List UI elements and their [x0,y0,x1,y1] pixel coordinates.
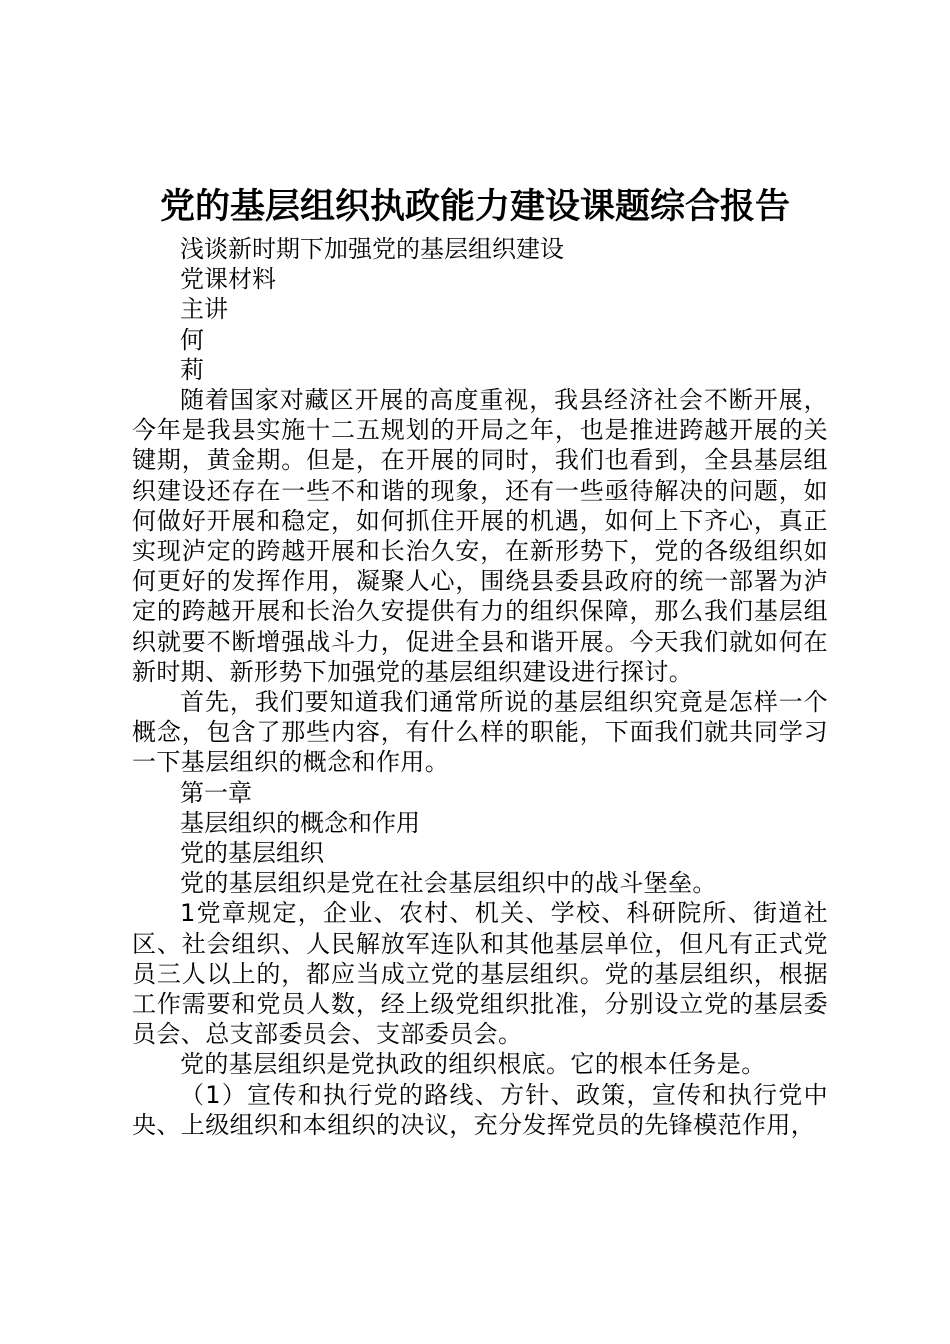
document-body [132,234,828,1140]
paragraph-foundation: 党的基层组织是党执政的组织根底。它的根本任务是。 [180,1050,766,1079]
chapter-heading: 基层组织的概念和作用 [180,808,420,837]
paragraph-intro: 随着国家对藏区开展的高度重视，我县经济社会不断开展，今年是我县实施十二五规划的开局之年，也是推进跨越开展的关键期，黄金期。但是，在开展的同时，我们也看到，全县基层组织建设还存在一些不和谐的现象，还有一些亟待解决的问题，如何做好开展和稳定，如何抓住开展的机遇，如何上下齐心，真正实现泸定的跨越开展和长治久安，在新形势下，党的各级组织如何更好的发挥作用，凝聚人心，围绕县委县政府的统一部署为泸定的跨越开展和长治久安提供有力的组织保障，那么我们基层组织就要不断增强战斗力，促进全县和谐开展。今天我们就如何在新时期、新形势下加强党的基层组织建设进行探讨。 [132,386,828,686]
speaker-label-line: 主讲 [180,295,228,324]
paragraph-fortress: 党的基层组织是党在社会基层组织中的战斗堡垒。 [180,869,717,898]
speaker-name-line-2: 莉 [180,355,204,384]
document-title: 党的基层组织执政能力建设课题综合报告 [159,186,790,227]
paragraph-task-1: （1）宣传和执行党的路线、方针、政策，宣传和执行党中央、上级组织和本组织的决议，充分发挥党员的先锋模范作用， [132,1080,828,1139]
chapter-subheading: 党的基层组织 [180,839,324,868]
paragraph-concept: 首先，我们要知道我们通常所说的基层组织究竟是怎样一个概念，包含了那些内容，有什么样的职能，下面我们就共同学习一下基层组织的概念和作用。 [132,688,828,777]
subtitle-line: 浅谈新时期下加强党的基层组织建设 [180,235,564,263]
chapter-label: 第一章 [180,778,252,807]
material-line: 党课材料 [180,265,276,294]
paragraph-constitution: 1党章规定，企业、农村、机关、学校、科研院所、街道社区、社会组织、人民解放军连队和其他基层单位，但凡有正式党员三人以上的，都应当成立党的基层组织。党的基层组织，根据工作需要和党员人数，经上级党组织批准，分别设立党的基层委员会、总支部委员会、支部委员会。 [132,899,828,1049]
speaker-name-line-1: 何 [180,325,204,354]
